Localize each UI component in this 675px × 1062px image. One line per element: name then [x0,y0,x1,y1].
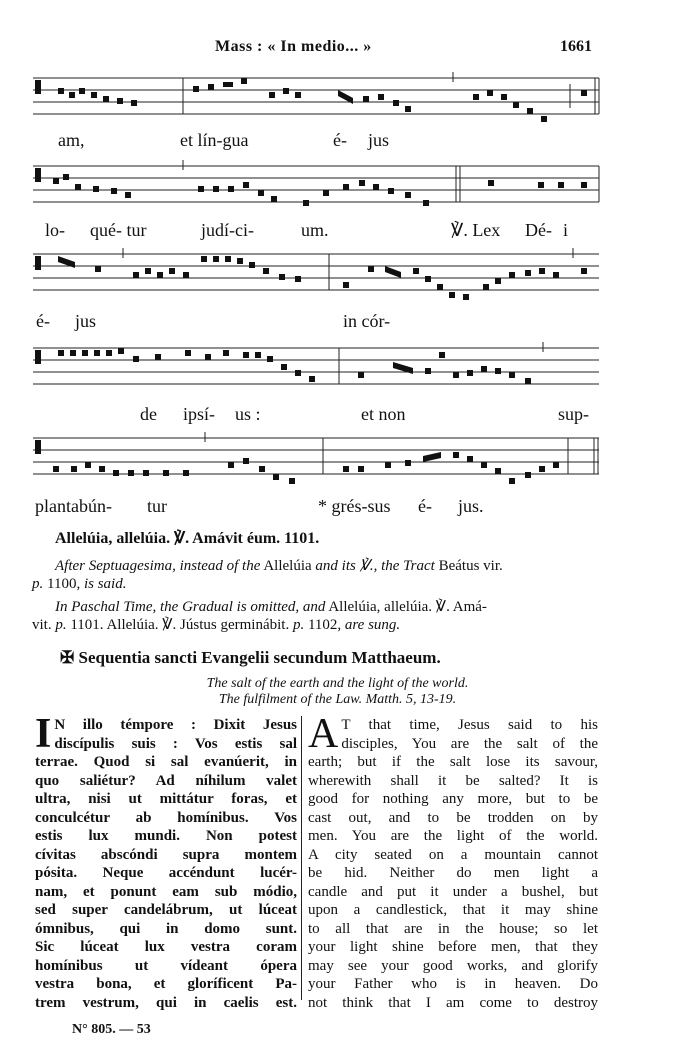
rubric-word: Allelúia, allelúia. ℣. Amá- [328,599,487,615]
rubric-italic: are sung. [344,617,401,633]
rubric-italic: p. [292,617,305,633]
text-line: vestra bona, et gloríficent Pa- [35,976,297,992]
text-line: earth; but if the salt lose its savour, [308,754,598,770]
gospel-subtitle: The salt of the earth and the light of the world. [206,676,469,691]
latin-gospel-text [35,711,297,1012]
septuagesima-rubric [32,557,600,593]
text-line: sed super candelábrum, ut lúceat [35,902,297,918]
text-line: quo saliétur? Ad níhilum valet [35,772,297,789]
alleluia-text: Allelúia, allelúia. ℣. Amávit éum. [55,530,281,547]
lyric-syllable: de [140,404,157,424]
text-line: T that time, Jesus said to his [341,717,598,733]
text-line: N illo témpore : Dixit Jesus [54,717,297,733]
rubric-word: 1100, [47,576,81,592]
text-line: men. You are the light of the world. [308,828,598,844]
text-line: be hid. Neither do men light a [308,865,598,881]
running-header-title: Mass : « In medio... » [215,38,372,55]
alleluia-page-ref: 1101. [284,530,320,547]
chant-staff-2 [33,160,601,240]
lyric-syllable: plantabún- [35,496,112,516]
lyric-syllable: um. [301,220,329,240]
text-line: terrae. Quod si sal evanúerit, in [35,754,297,770]
rubric-word: Allelúia [263,558,312,574]
lyric-syllable: ℣. Lex [451,220,501,240]
lyric-syllable: jus [368,130,390,150]
text-line: upon a candlestick, that it may shine [308,902,598,918]
text-line: candle and put it under a bushel, but [308,883,598,900]
lyric-syllable: in cór- [343,311,391,331]
lyric-syllable: i [563,220,569,240]
drop-cap: A [308,711,339,757]
rubric-italic: After Septuagesima, instead of the [55,558,261,574]
text-line: homínibus ut vídeant ópera [35,957,297,974]
text-line: to all that are in the house; so let [308,920,598,937]
lyric-syllable: é- [36,311,50,331]
page-footer: N° 805. — 53 [72,1022,151,1037]
lyric-syllable: sup- [558,404,589,424]
text-line: conculcétur ab homínibus. Vos [35,809,297,826]
lyric-syllable: et lín-gua [180,130,249,150]
text-line: cívitas abscóndi supra montem [35,846,297,863]
text-line: your Father who is in heaven. Do [308,976,598,992]
text-line: wherewith shall it be salted? It is [308,772,598,789]
rubric-word: 1102, [307,617,342,633]
lyric-syllable: tur [147,496,167,516]
lyric-syllable: judí-ci- [201,220,254,240]
column-divider [301,716,302,1000]
alleluia-line [55,530,600,548]
lyric-syllable: lo- [45,220,65,240]
lyric-syllable: ipsí- [183,404,216,424]
lyric-syllable: é- [418,496,432,516]
rubric-word: vit. [32,617,52,633]
text-line: estis lux mundi. Non potest [35,828,297,844]
gospel-heading: ✠ Sequentia sancti Evangelii secundum Matthaeum. [60,648,441,667]
chant-staff-4 [33,342,601,424]
lyric-syllable: et non [361,404,406,424]
lyric-syllable: jus [75,311,97,331]
rubric-italic: and its ℣., the Tract [315,558,435,574]
text-line: pósita. Neque accéndunt lucér- [35,865,297,881]
drop-cap: I [35,711,52,757]
gospel-subtitle: The fulfilment of the Law. Matth. 5, 13-19. [218,692,457,707]
paschal-rubric [32,598,600,634]
text-line: not think that I am come to destroy [308,994,598,1011]
chant-staff-5 [33,432,601,516]
text-line: good for nothing any more, but to be [308,791,598,807]
staff-lines [33,72,601,127]
text-line: cast out, and to be trodden on by [308,809,598,826]
rubric-italic: p. [55,617,67,633]
staff-lines [33,342,601,397]
text-line: may see your good works, and glorify [308,957,598,974]
lyric-syllable: jus. [458,496,484,516]
lyric-syllable: Dé- [525,220,552,240]
rubric-italic: is said. [83,576,127,592]
text-line: discípulis suis : Vos estis sal [54,735,297,752]
text-line: your light shine before men, that they [308,939,598,955]
staff-lines [33,248,601,308]
text-line: ómnibus, qui in domo sunt. [35,920,297,937]
text-line: trem vestrum, qui in caelis est. [35,994,297,1011]
staff-lines [33,432,601,492]
rubric-italic: p. [32,576,44,592]
english-gospel-text [308,711,598,1012]
rubric-italic: In Paschal Time, the Gradual is omitted, and [55,599,326,615]
lyric-syllable: am, [58,130,85,150]
chant-staff-1 [33,72,601,150]
lyric-syllable: qué- tur [90,220,147,240]
lyric-syllable: é- [333,130,347,150]
staff-lines [33,160,601,215]
page-number: 1661 [560,38,592,55]
text-line: nam, et ponunt eam sub módio, [35,883,297,900]
text-line: disciples, You are the salt of the [341,735,598,752]
rubric-word: 1101. Allelúia. ℣. Jústus germinábit. [70,617,290,633]
lyric-syllable: us : [235,404,261,424]
chant-staff-3 [33,248,601,331]
rubric-word: Beátus vir. [438,558,503,574]
text-line: A city seated on a mountain cannot [308,846,598,863]
text-line: ultra, nisi ut mittátur foras, et [35,791,297,807]
text-line: Sic lúceat lux vestra coram [35,939,297,955]
lyric-syllable: * grés-sus [318,496,391,516]
